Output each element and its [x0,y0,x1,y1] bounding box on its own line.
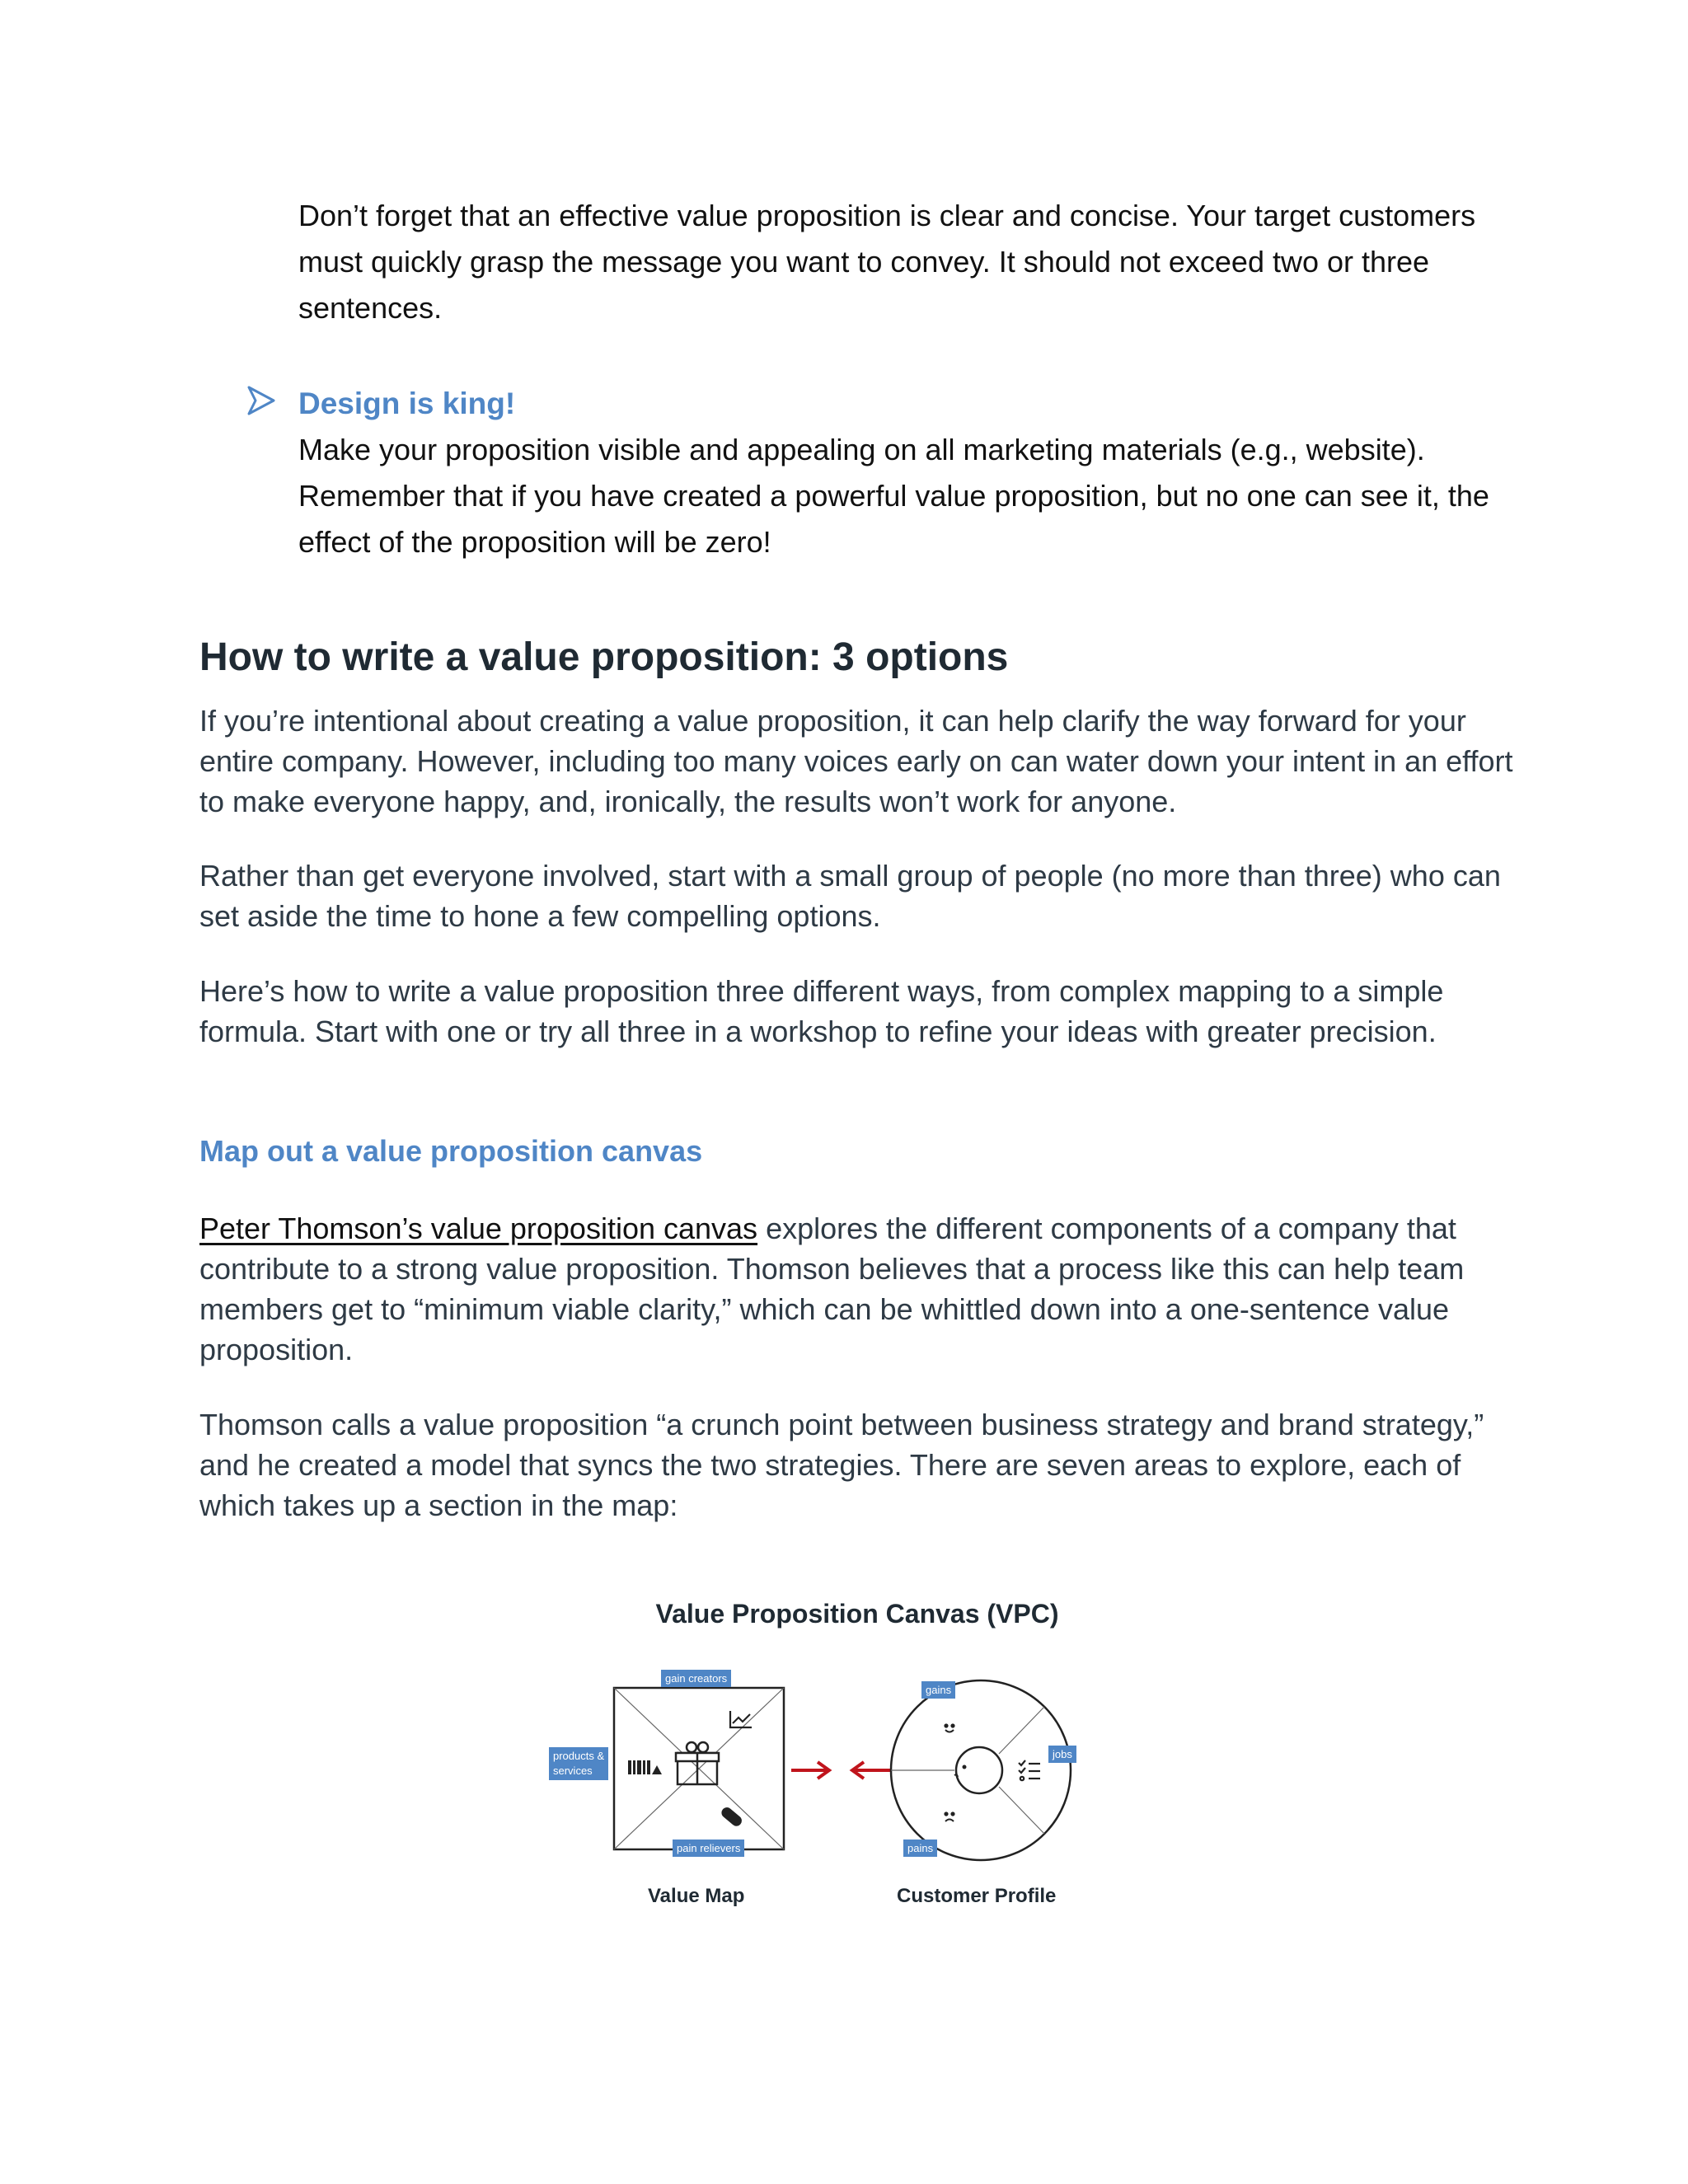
section-heading: How to write a value proposition: 3 options [199,635,1009,679]
tag-products-line-2: services [553,1765,593,1777]
tag-jobs: jobs [1048,1746,1076,1763]
bullet-title: Design is king! [298,387,516,420]
tag-gains: gains [921,1681,955,1699]
subsection-paragraph-2: Thomson calls a value proposition “a crunch point between business strategy and brand strategy,” and he created a model that syncs the two strategies. There are seven areas to explore, each of which takes up a section in the map: [199,1408,1484,1522]
exchange-arrows [791,1762,890,1779]
subsection-heading: Map out a value proposition canvas [199,1134,703,1168]
face-icon [954,1747,1002,1793]
section-paragraph-3: Here’s how to write a value proposition three different ways, from complex mapping to a simple formula. Start with one or try all three in a workshop to refine your ideas with greater precision. [199,974,1444,1048]
tag-pains: pains [903,1840,937,1857]
customer-profile-caption: Customer Profile [897,1885,1057,1907]
vpc-title: Value Proposition Canvas (VPC) [655,1599,1059,1629]
tag-gain-creators: gain creators [661,1670,731,1687]
section-paragraph-2: Rather than get everyone involved, start with a small group of people (no more than three) who can set aside the time to hone a few compelling options. [199,859,1501,933]
section-paragraph-1: If you’re intentional about creating a value proposition, it can help clarify the way forward for your entire company. However, including too many voices early on can water down your intent in an effort to make everyone happy, and, ironically, the results won’t work for anyone. [199,704,1513,818]
tag-pain-relievers: pain relievers [673,1840,744,1857]
intro-paragraph: Don’t forget that an effective value proposition is clear and concise. Your target customers must quickly grasp the message you want to convey. It should not exceed two or three sentences. [298,199,1476,325]
value-map-caption: Value Map [648,1885,745,1907]
tag-products-line-1: products & [553,1750,605,1762]
bullet-body: Make your proposition visible and appealing on all marketing materials (e.g., website). Remember that if you have created a powerful value proposition, but no one can see it, the effect of the proposition will be zero! [298,433,1489,559]
subsection-paragraph-1-rest: explores the different components of a company that contribute to a strong value proposition. Thomson believes that a process like this can help team members get to “minimum viable clarity,” which can be whittled down into a one-sentence value proposition. [199,1212,1465,1366]
canvas-link[interactable]: Peter Thomson’s value proposition canvas [199,1212,758,1245]
tag-products-services [549,1747,608,1780]
